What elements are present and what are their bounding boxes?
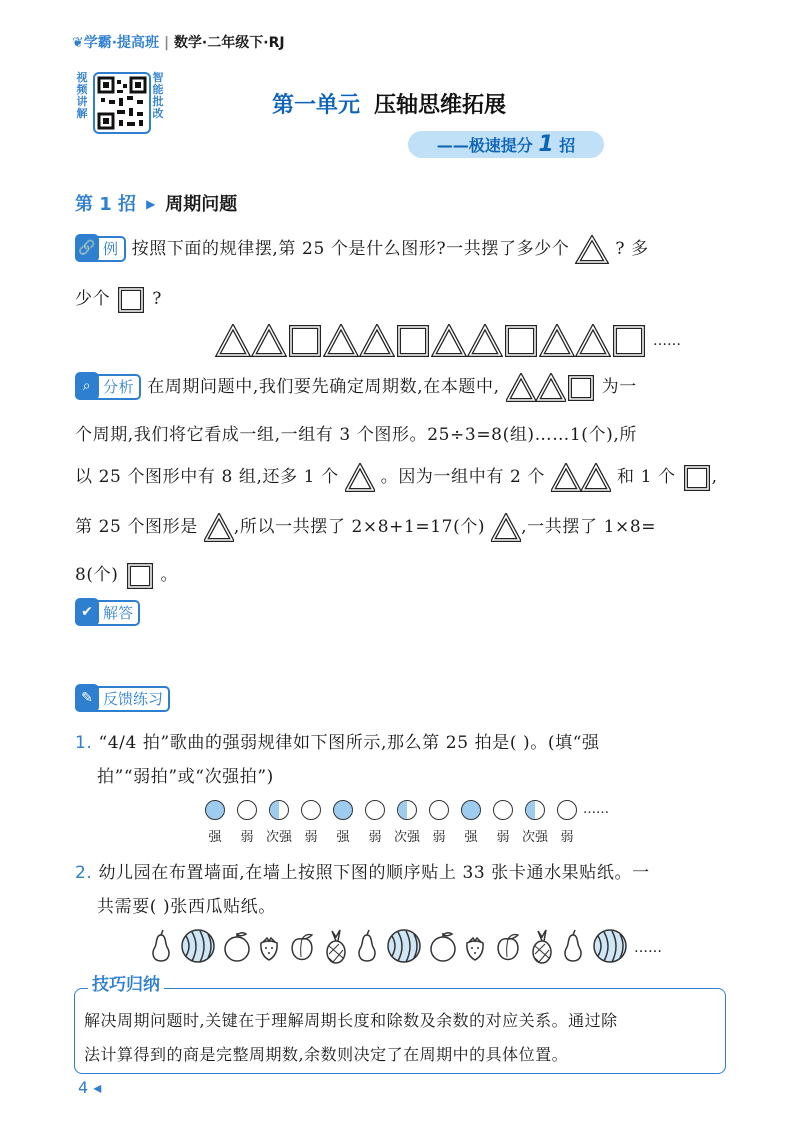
- analysis-text-1a: 在周期问题中,我们要先确定周期数,在本题中,: [147, 377, 500, 397]
- practice-row: [75, 686, 170, 712]
- beat-circle: [557, 800, 577, 820]
- qr-code-block[interactable]: [75, 72, 165, 134]
- triangle-icon: [431, 324, 467, 358]
- example-text-tail: ? 多: [615, 239, 649, 259]
- peach-icon: [286, 929, 318, 967]
- beat-label: 强: [336, 830, 350, 845]
- question-2-line-1: [75, 858, 650, 883]
- triangle-icon: [575, 324, 611, 358]
- answer-label: ✔ 解答: [75, 600, 140, 626]
- triangle-icon: [467, 324, 503, 358]
- question-1-number: 1.: [75, 733, 93, 753]
- beat-label: 弱: [240, 830, 254, 845]
- example-label: 🔗 例: [75, 236, 126, 262]
- example-line-2: [75, 284, 162, 315]
- question-2-number: 2.: [75, 863, 93, 883]
- beat-circle: [461, 800, 481, 820]
- qr-code-icon: [93, 72, 151, 134]
- beat-label: 次强: [522, 830, 549, 845]
- pattern-ellipsis: ……: [653, 333, 681, 349]
- question-2-line-2: 共需要( )张西瓜贴纸。: [97, 897, 276, 917]
- square-icon: [566, 373, 596, 403]
- analysis-text-3a: 以 25 个图形中有 8 组,还多 1 个: [75, 467, 339, 487]
- beat-label: 弱: [432, 830, 446, 845]
- answer-area[interactable]: [160, 598, 720, 658]
- pineapple-icon: [528, 928, 556, 968]
- question-2-text: 幼儿园在布置墙面,在墙上按照下图的顺序贴上 33 张卡通水果贴纸。一: [98, 863, 650, 883]
- triangle-icon: [323, 324, 359, 358]
- qr-right-caption: 智能批改: [152, 71, 164, 120]
- beat-circle: [525, 800, 545, 820]
- analysis-text-4b: ,所以一共摆了 2×8+1=17(个): [233, 517, 486, 537]
- triangle-icon: [215, 324, 251, 358]
- section-number: 第 1 招: [75, 194, 137, 215]
- subject-label: 数学·二年级下·RJ: [173, 35, 285, 51]
- pencil-icon: ✎: [75, 684, 99, 712]
- square-icon: [611, 324, 647, 358]
- analysis-label: ⌕ 分析: [75, 374, 141, 400]
- magnifier-icon: ⌕: [75, 372, 99, 400]
- watermelon-icon: [384, 928, 424, 968]
- leaf-icon: ❦: [72, 35, 84, 51]
- beat-label: 弱: [496, 830, 510, 845]
- analysis-line-5: [75, 560, 178, 591]
- beat-circle: [333, 800, 353, 820]
- example-text-2-tail: ?: [152, 289, 162, 309]
- watermelon-icon: [178, 928, 218, 968]
- unit-label: 第一单元: [272, 93, 361, 118]
- analysis-text-4a: 第 25 个图形是: [75, 517, 198, 537]
- square-icon: [116, 285, 146, 315]
- beat-circle: [397, 800, 417, 820]
- section-heading: [75, 190, 237, 216]
- beat-label: 次强: [266, 830, 293, 845]
- question-1-line-2: 拍”“弱拍”或“次强拍”): [97, 767, 274, 787]
- section-title: 周期问题: [165, 194, 238, 215]
- beat-circle: [205, 800, 225, 820]
- square-icon: [503, 324, 539, 358]
- qr-left-caption: 视频讲解: [76, 71, 88, 120]
- beat-circle: [301, 800, 321, 820]
- beat-label: 弱: [304, 830, 318, 845]
- beat-label: 次强: [394, 830, 421, 845]
- beats-ellipsis: ……: [583, 802, 609, 817]
- analysis-text-5a: 8(个): [75, 565, 119, 585]
- tag-number: 1: [538, 132, 554, 157]
- analysis-text-1b: 为一: [601, 377, 637, 397]
- fruits-ellipsis: ……: [634, 940, 662, 956]
- tag-prefix: ——极速提分: [436, 136, 533, 155]
- square-icon: [125, 561, 155, 591]
- triangle-icon: [551, 463, 581, 493]
- beat-circle: [269, 800, 289, 820]
- beat-circle: [365, 800, 385, 820]
- beat-label: 弱: [368, 830, 382, 845]
- practice-label: ✎ 反馈练习: [75, 686, 170, 712]
- square-icon: [682, 463, 712, 493]
- triangle-right-icon: ▶: [146, 197, 156, 211]
- analysis-line-4: [75, 512, 656, 543]
- shape-pattern-row: [215, 324, 681, 360]
- pineapple-icon: [322, 928, 350, 968]
- watermelon-icon: [590, 928, 630, 968]
- brand-name: 学霸·提高班: [83, 35, 160, 51]
- fruit-sticker-row: [148, 928, 662, 964]
- orange-icon: [222, 929, 252, 967]
- analysis-line-3: [75, 462, 718, 493]
- triangle-icon: [491, 513, 521, 543]
- unit-tag: [408, 131, 604, 158]
- analysis-text-3d: ,: [711, 467, 718, 487]
- triangle-icon: [359, 324, 395, 358]
- unit-heading: [272, 88, 506, 119]
- tip-line-1: 解决周期问题时,关键在于理解周期长度和除数及余数的对应关系。通过除: [84, 1011, 618, 1030]
- triangle-icon: [581, 463, 611, 493]
- analysis-line-2: 个周期,我们将它看成一组,一组有 3 个图形。25÷3=8(组)……1(个),所: [75, 425, 637, 445]
- triangle-icon: [539, 324, 575, 358]
- beat-circle: [493, 800, 513, 820]
- tip-title: 技巧归纳: [88, 970, 164, 995]
- checkmark-icon: ✔: [75, 598, 99, 626]
- example-text-2: 少个: [75, 289, 111, 309]
- pear-icon: [560, 929, 586, 967]
- square-icon: [287, 324, 323, 358]
- analysis-text-5b: 。: [160, 565, 179, 585]
- beat-circle: [429, 800, 449, 820]
- strawberry-icon: [462, 929, 488, 967]
- peach-icon: [492, 929, 524, 967]
- analysis-line-1: [75, 372, 637, 403]
- tag-suffix: 招: [559, 136, 576, 155]
- strawberry-icon: [256, 929, 282, 967]
- analysis-text-3b: 。因为一组中有 2 个: [380, 467, 545, 487]
- tip-line-2: 法计算得到的商是完整周期数,余数则决定了在周期中的具体位置。: [84, 1045, 569, 1064]
- analysis-text-3c: 和 1 个: [617, 467, 676, 487]
- answer-row: [75, 600, 140, 626]
- triangle-icon: [506, 373, 536, 403]
- analysis-text-4c: ,一共摆了 1×8=: [521, 517, 657, 537]
- triangle-icon: [575, 235, 609, 265]
- pear-icon: [148, 929, 174, 967]
- beat-label: 强: [208, 830, 222, 845]
- pear-icon: [354, 929, 380, 967]
- triangle-icon: [204, 513, 234, 543]
- beat-circle: [237, 800, 257, 820]
- triangle-icon: [345, 463, 375, 493]
- example-text: 按照下面的规律摆,第 25 个是什么图形?一共摆了多少个: [131, 239, 570, 259]
- running-header: ❦学霸·提高班 | 数学·二年级下·RJ: [72, 35, 285, 51]
- beat-label: 强: [464, 830, 478, 845]
- page-number: 4 ◂: [78, 1078, 102, 1097]
- question-1-text: “4/4 拍”歌曲的强弱规律如下图所示,那么第 25 拍是( )。(填“强: [98, 733, 600, 753]
- orange-icon: [428, 929, 458, 967]
- beat-label: 弱: [560, 830, 574, 845]
- triangle-icon: [251, 324, 287, 358]
- unit-title: 压轴思维拓展: [374, 93, 507, 118]
- square-icon: [395, 324, 431, 358]
- example-line-1: [75, 234, 649, 265]
- link-icon: 🔗: [75, 234, 99, 262]
- question-1-line-1: [75, 728, 600, 753]
- triangle-icon: [536, 373, 566, 403]
